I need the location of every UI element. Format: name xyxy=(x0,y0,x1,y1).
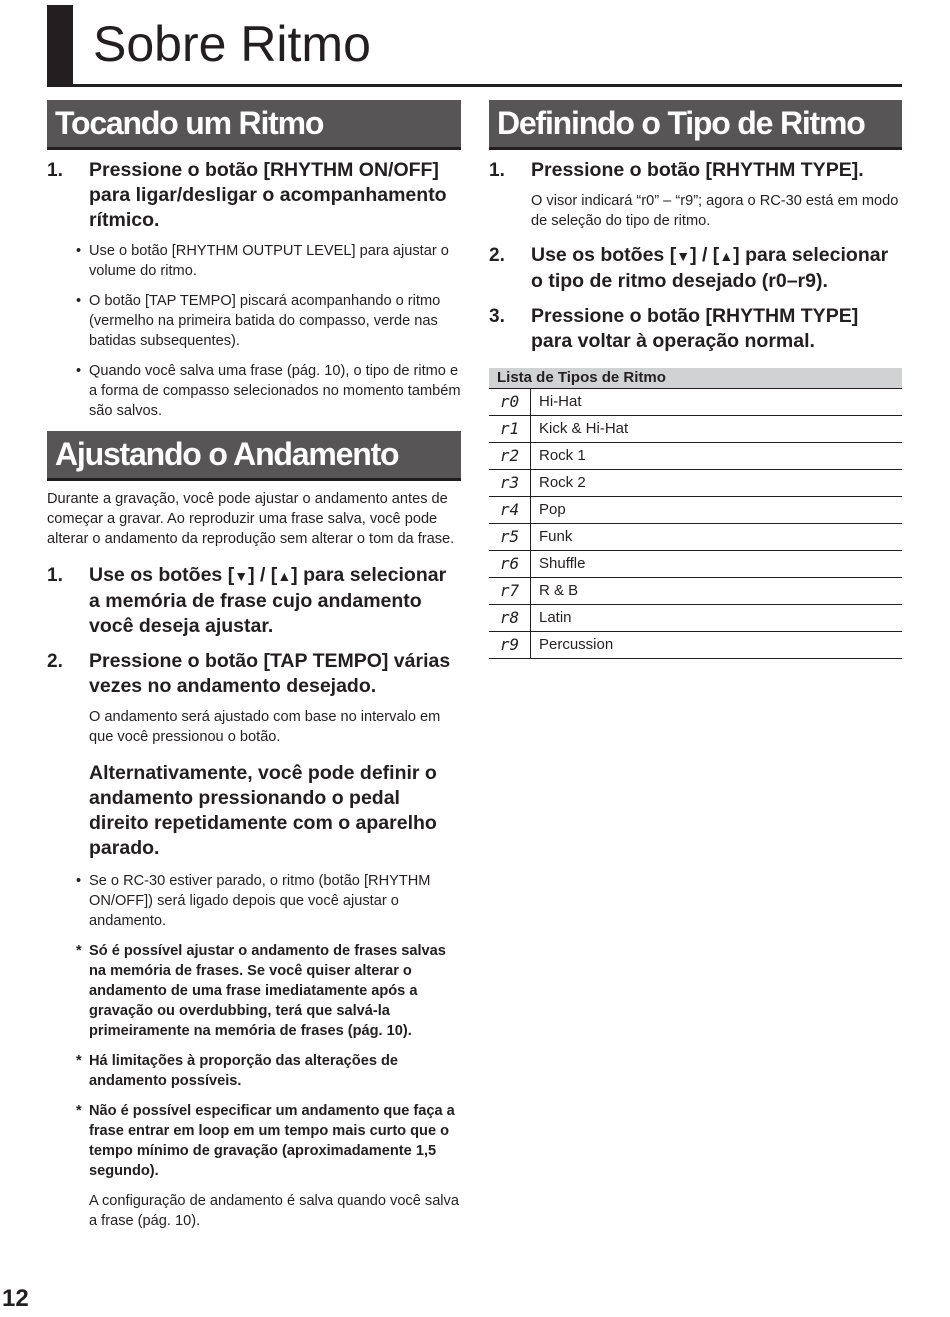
step-text-part: ] / [ xyxy=(690,244,720,266)
title-bar-block xyxy=(47,5,73,85)
bullet-list-tocando xyxy=(47,241,461,421)
alternative-instruction: Alternativamente, você pode definir o andamento pressionando o pedal direito repetidamente com o aparelho parado. xyxy=(89,762,437,859)
section-heading-tipo: Definindo o Tipo de Ritmo xyxy=(489,100,902,150)
table-row xyxy=(489,389,902,416)
table-row xyxy=(489,443,902,470)
rhythm-code: r6 xyxy=(489,551,531,578)
bullet-item: • Use o botão [RHYTHM OUTPUT LEVEL] para ajustar o volume do ritmo. xyxy=(47,241,461,281)
step-text-part: ] / [ xyxy=(248,564,278,586)
step-1-andamento xyxy=(47,563,461,639)
down-arrow-icon: ▼ xyxy=(234,568,249,584)
step-1-paragraph: O visor indicará “r0” – “r9”; agora o RC-30 está em modo de seleção do tipo de ritmo. xyxy=(531,193,899,229)
rhythm-name: Funk xyxy=(531,524,903,551)
rhythm-code: r1 xyxy=(489,416,531,443)
rhythm-code: r4 xyxy=(489,497,531,524)
step-text xyxy=(531,243,902,294)
rhythm-code: r5 xyxy=(489,524,531,551)
bullet-item: • Quando você salva uma frase (pág. 10), o tipo de ritmo e a forma de compasso selecionados no momento também são salvos. xyxy=(47,361,461,421)
step-text-part: Use os botões [ xyxy=(89,564,235,586)
table-row xyxy=(489,578,902,605)
table-row xyxy=(489,416,902,443)
rhythm-name: Percussion xyxy=(531,632,903,659)
step-number: 1. xyxy=(47,565,63,586)
left-column xyxy=(47,100,461,1231)
step-text: Pressione o botão [TAP TEMPO] várias vezes no andamento desejado. xyxy=(89,650,451,697)
step-text: Pressione o botão [RHYTHM TYPE]. xyxy=(531,159,864,181)
step-number: 2. xyxy=(47,651,63,672)
rhythm-name: Rock 1 xyxy=(531,443,903,470)
table-row xyxy=(489,605,902,632)
step-number: 2. xyxy=(489,245,505,266)
table-row xyxy=(489,632,902,659)
rhythm-name: R & B xyxy=(531,578,903,605)
up-arrow-icon: ▲ xyxy=(277,568,292,584)
step-text xyxy=(89,563,461,639)
step-2-tipo xyxy=(489,243,902,294)
rhythm-code: r8 xyxy=(489,605,531,632)
rhythm-type-table xyxy=(489,368,902,659)
page-title: Sobre Ritmo xyxy=(93,16,371,72)
title-divider xyxy=(47,84,902,87)
step-text-part: ] para selecionar o tipo de ritmo desejado (r0–r9). xyxy=(531,244,889,292)
step-text: Pressione o botão [RHYTHM TYPE] para voltar à operação normal. xyxy=(531,305,859,352)
rhythm-name: Pop xyxy=(531,497,903,524)
bullet-list-andamento xyxy=(47,871,461,931)
down-arrow-icon: ▼ xyxy=(676,248,691,264)
table-row xyxy=(489,524,902,551)
step-text-part: ] para selecionar a memória de frase cujo andamento você deseja ajustar. xyxy=(89,564,447,637)
final-paragraph: A configuração de andamento é salva quando você salva a frase (pág. 10). xyxy=(89,1193,459,1229)
section-heading-andamento: Ajustando o Andamento xyxy=(47,431,461,481)
bullet-item: • Se o RC-30 estiver parado, o ritmo (botão [RHYTHM ON/OFF]) será ligado depois que você ajustar o andamento. xyxy=(47,871,461,931)
step-1-tocando xyxy=(47,158,461,233)
rhythm-code: r3 xyxy=(489,470,531,497)
rhythm-name: Shuffle xyxy=(531,551,903,578)
rhythm-code: r9 xyxy=(489,632,531,659)
table-row xyxy=(489,551,902,578)
intro-paragraph: Durante a gravação, você pode ajustar o andamento antes de começar a gravar. Ao reproduzir uma frase salva, você pode alterar o andamento da reprodução sem alterar o tom da frase. xyxy=(47,491,455,547)
rhythm-name: Latin xyxy=(531,605,903,632)
section-heading-tocando: Tocando um Ritmo xyxy=(47,100,461,150)
step-2-paragraph: O andamento será ajustado com base no intervalo em que você pressionou o botão. xyxy=(89,709,441,745)
step-text: Pressione o botão [RHYTHM ON/OFF] para ligar/desligar o acompanhamento rítmico. xyxy=(89,159,447,231)
step-1-tipo xyxy=(489,158,902,183)
table-header: Lista de Tipos de Ritmo xyxy=(489,368,902,389)
rhythm-name: Kick & Hi-Hat xyxy=(531,416,903,443)
note-item: * Não é possível especificar um andamento que faça a frase entrar em loop em um tempo mais curto que o tempo mínimo de gravação (aproximadamente 1,5 segundo). xyxy=(47,1101,461,1181)
rhythm-name: Rock 2 xyxy=(531,470,903,497)
rhythm-name: Hi-Hat xyxy=(531,389,903,416)
up-arrow-icon: ▲ xyxy=(719,248,734,264)
notes-list xyxy=(47,941,461,1181)
table-row xyxy=(489,497,902,524)
page-number: 12 xyxy=(2,1285,29,1312)
note-item: * Só é possível ajustar o andamento de frases salvas na memória de frases. Se você quiser alterar o andamento de uma frase imediatamente após a gravação ou overdubbing, terá que salvá-la primeiramente na memória de frases (pág. 10). xyxy=(47,941,461,1041)
rhythm-code: r2 xyxy=(489,443,531,470)
rhythm-code: r7 xyxy=(489,578,531,605)
table-row xyxy=(489,470,902,497)
step-2-andamento xyxy=(47,649,461,699)
right-column xyxy=(489,100,902,659)
step-number: 1. xyxy=(489,160,505,181)
bullet-item: • O botão [TAP TEMPO] piscará acompanhando o ritmo (vermelho na primeira batida do compasso, verde nas batidas subsequentes). xyxy=(47,291,461,351)
step-text-part: Use os botões [ xyxy=(531,244,677,266)
step-number: 1. xyxy=(47,160,63,181)
note-item: * Há limitações à proporção das alterações de andamento possíveis. xyxy=(47,1051,461,1091)
rhythm-code: r0 xyxy=(489,389,531,416)
step-number: 3. xyxy=(489,306,505,327)
step-3-tipo xyxy=(489,304,902,354)
